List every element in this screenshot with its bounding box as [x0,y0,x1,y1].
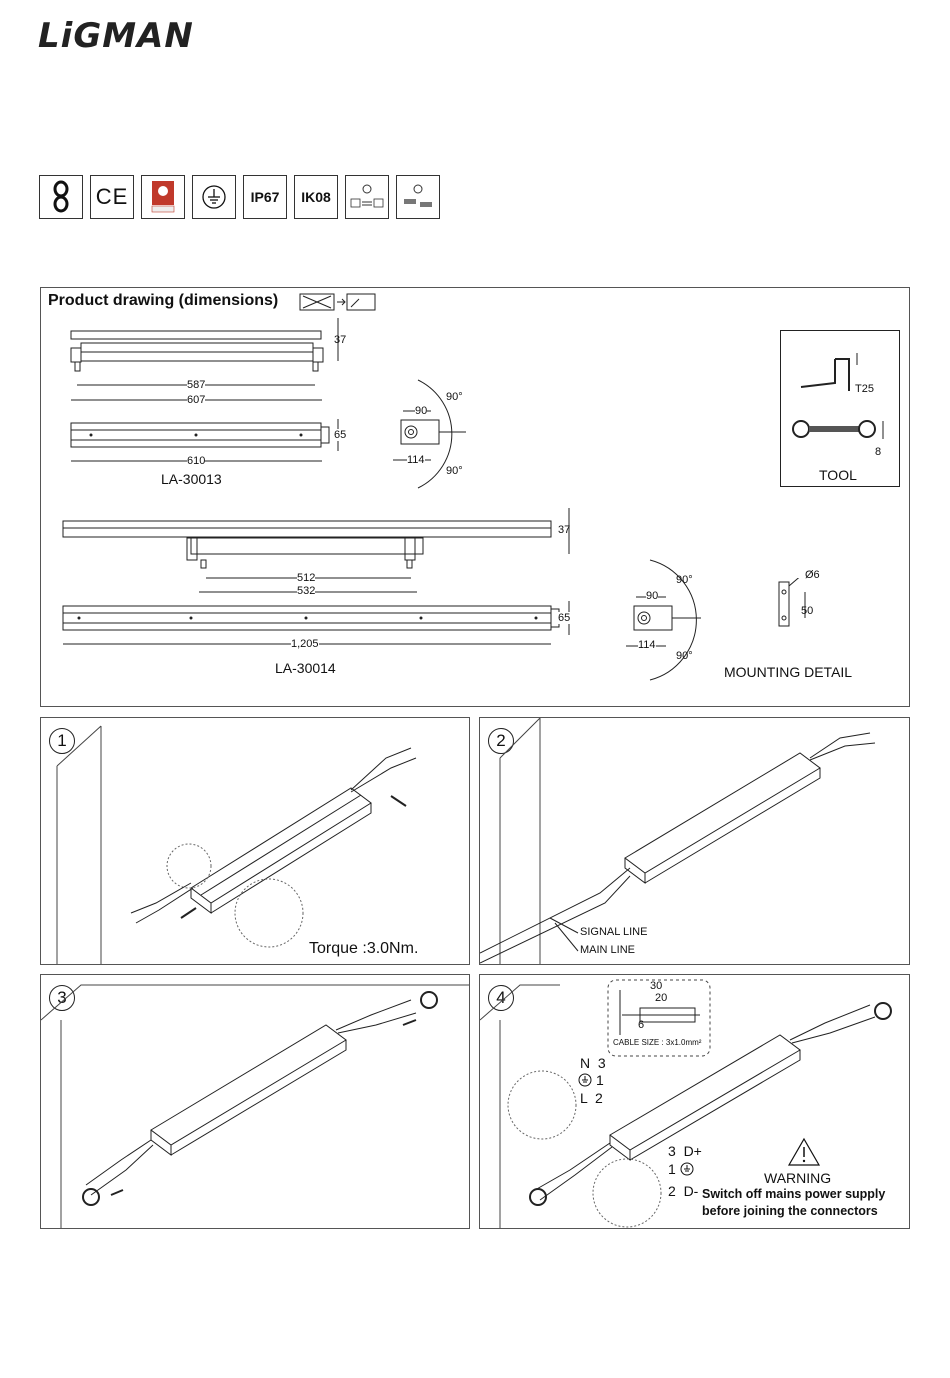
la30014-height: 37 [558,524,571,536]
section-title: Product drawing (dimensions) [48,292,279,309]
step-number: 3 [49,985,75,1011]
la30013-height: 37 [334,334,347,346]
wrench-size: 8 [875,446,882,458]
ip-rating-badge: IP67 [243,175,287,219]
step-3-panel [40,974,470,1229]
warning-text-line-1: Switch off mains power supply [702,1187,886,1201]
wrench-icon [789,411,889,447]
earth-ground-icon [192,175,236,219]
la30014-span-outer: 532 [297,585,316,597]
class-ii-chain-icon [39,175,83,219]
step-2-panel [479,717,910,965]
power-pin-n: N 3 [580,1055,606,1071]
warning-text-line-2: before joining the connectors [702,1204,878,1218]
step-number: 1 [49,728,75,754]
signal-line-label: SIGNAL LINE [580,926,648,938]
la30013-depth: 65 [334,429,347,441]
mounting-spacing: 50 [801,605,814,617]
quality-mark-icon [141,175,185,219]
la30014-model: LA-30014 [275,660,336,676]
la30013-angle-bottom: 90° [446,465,463,477]
cable-dim-a: 30 [650,980,663,992]
torque-note: Torque :3.0Nm. [309,940,419,957]
earth-ground-icon [578,1073,592,1087]
step-3-illustration [41,975,470,1229]
power-pin-l: L 2 [580,1090,603,1106]
la30013-side-width: 90 [415,405,428,417]
mounting-hole-size: Ø6 [805,569,820,581]
step-1-illustration [41,718,470,965]
hex-key-size: T25 [855,383,874,395]
la30014-drawing [41,498,741,698]
certification-icons [39,175,440,219]
step-number: 4 [488,985,514,1011]
signal-pin-d-minus: 2 D- [668,1183,699,1199]
signal-pin-d-plus: 3 D+ [668,1143,702,1159]
cable-dim-b: 20 [655,992,668,1004]
la30013-length: 610 [187,455,206,467]
brand-logo: LiGMAN [38,16,194,56]
tool-box [780,330,900,487]
warning-title: WARNING [764,1170,832,1186]
ce-mark-icon: CE [90,175,134,219]
la30014-angle-top: 90° [676,574,693,586]
step-4-panel [479,974,910,1229]
la30014-span-inner: 512 [297,572,316,584]
signal-pin-earth: 1 [668,1161,676,1177]
warning-icon [787,1137,821,1167]
voltage-range-icon [345,175,389,219]
cable-dim-c: 6 [638,1019,645,1031]
la30014-side-total: 114 [638,639,656,651]
product-drawing-section [40,287,910,707]
cable-size-label: CABLE SIZE : 3x1.0mm² [613,1038,702,1047]
power-pin-earth: 1 [596,1072,604,1088]
la30014-side-width: 90 [646,590,659,602]
la30013-drawing [41,288,501,498]
la30014-depth: 65 [558,612,571,624]
la30013-side-total: 114 [407,454,425,466]
step-number: 2 [488,728,514,754]
step-1-panel [40,717,470,965]
la30013-model: LA-30013 [161,471,222,487]
ik-rating-badge: IK08 [294,175,338,219]
la30013-span-outer: 607 [187,394,206,406]
connector-icon [396,175,440,219]
earth-ground-icon [680,1162,694,1176]
la30013-span-inner: 587 [187,379,206,391]
step-2-illustration [480,718,910,965]
la30014-angle-bottom: 90° [676,650,693,662]
tool-label: TOOL [819,467,857,483]
main-line-label: MAIN LINE [580,944,636,956]
la30014-length: 1,205 [291,638,319,650]
la30013-angle-top: 90° [446,391,463,403]
mounting-detail-label: MOUNTING DETAIL [724,664,853,680]
